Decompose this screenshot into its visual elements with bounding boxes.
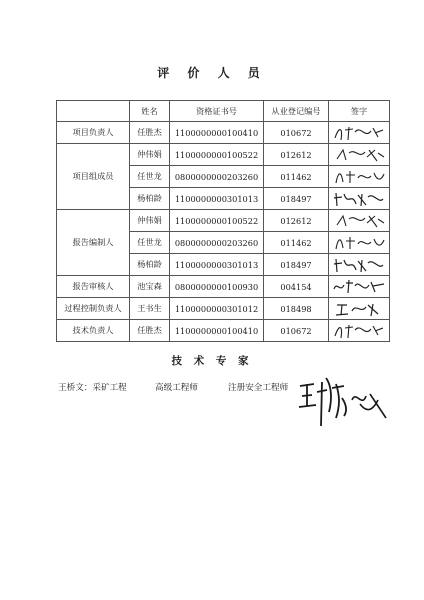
experts-title: 技 术 专 家 (171, 355, 253, 367)
reg-cell: 011462 (264, 232, 329, 254)
cert-cell: 1100000000100410 (170, 122, 264, 144)
expert-qualification: 注册安全工程师 (228, 383, 289, 393)
cert-cell: 1100000000301013 (170, 254, 264, 276)
cert-cell: 0800000000100930 (170, 276, 264, 298)
table-row (57, 144, 390, 166)
table-header-row (57, 101, 390, 122)
reg-cell: 018497 (264, 188, 329, 210)
table-row (57, 276, 390, 298)
cert-cell: 1100000000100522 (170, 144, 264, 166)
name-cell: 任胜杰 (130, 122, 170, 144)
cert-cell: 1100000000301012 (170, 298, 264, 320)
reg-cell: 004154 (264, 276, 329, 298)
reg-cell: 011462 (264, 166, 329, 188)
signature-cell (329, 166, 390, 188)
name-cell: 任世龙 (130, 166, 170, 188)
header-role (57, 101, 130, 122)
reg-cell: 018498 (264, 298, 329, 320)
role-cell: 过程控制负责人 (57, 298, 130, 320)
header-cert: 资格证书号 (170, 101, 264, 122)
signature-cell (329, 122, 390, 144)
signature-cell (329, 210, 390, 232)
handwritten-signature (331, 321, 387, 340)
name-cell: 杨柏龄 (130, 254, 170, 276)
handwritten-signature (331, 189, 387, 208)
table-row (57, 298, 390, 320)
table-row (57, 320, 390, 342)
role-cell: 报告编制人 (57, 210, 130, 276)
handwritten-signature (331, 233, 387, 252)
header-name: 姓名 (130, 101, 170, 122)
header-reg: 从业登记编号 (264, 101, 329, 122)
reg-cell: 012612 (264, 210, 329, 232)
signature-cell (329, 320, 390, 342)
cert-cell: 1100000000100522 (170, 210, 264, 232)
name-cell: 王书生 (130, 298, 170, 320)
name-cell: 任胜杰 (130, 320, 170, 342)
name-cell: 杨柏龄 (130, 188, 170, 210)
name-cell: 任世龙 (130, 232, 170, 254)
handwritten-signature (331, 277, 387, 296)
signature-cell (329, 232, 390, 254)
reg-cell: 010672 (264, 320, 329, 342)
page-title: 评 价 人 员 (157, 66, 267, 80)
reg-cell: 010672 (264, 122, 329, 144)
evaluators-table (56, 100, 390, 342)
signature-cell (329, 188, 390, 210)
signature-cell (329, 276, 390, 298)
name-cell: 仲伟娟 (130, 210, 170, 232)
cert-cell: 1100000000100410 (170, 320, 264, 342)
reg-cell: 018497 (264, 254, 329, 276)
handwritten-signature (331, 167, 387, 186)
name-cell: 池宝森 (130, 276, 170, 298)
role-cell: 项目组成员 (57, 144, 130, 210)
role-cell: 报告审核人 (57, 276, 130, 298)
signature-cell (329, 298, 390, 320)
role-cell: 技术负责人 (57, 320, 130, 342)
handwritten-signature (331, 145, 387, 164)
expert-handwritten-signature (296, 360, 392, 430)
cert-cell: 0800000000203260 (170, 166, 264, 188)
handwritten-signature (331, 211, 387, 230)
table-row (57, 210, 390, 232)
role-cell: 项目负责人 (57, 122, 130, 144)
handwritten-signature (331, 123, 387, 142)
header-signature: 签字 (329, 101, 390, 122)
expert-name-field: 王桥文：采矿工程 (58, 383, 127, 393)
handwritten-signature (331, 255, 387, 274)
cert-cell: 0800000000203260 (170, 232, 264, 254)
signature-cell (329, 254, 390, 276)
signature-cell (329, 144, 390, 166)
name-cell: 仲伟娟 (130, 144, 170, 166)
reg-cell: 012612 (264, 144, 329, 166)
table-row (57, 122, 390, 144)
handwritten-signature (331, 299, 387, 318)
cert-cell: 1100000000301013 (170, 188, 264, 210)
expert-title: 高级工程师 (155, 383, 198, 393)
